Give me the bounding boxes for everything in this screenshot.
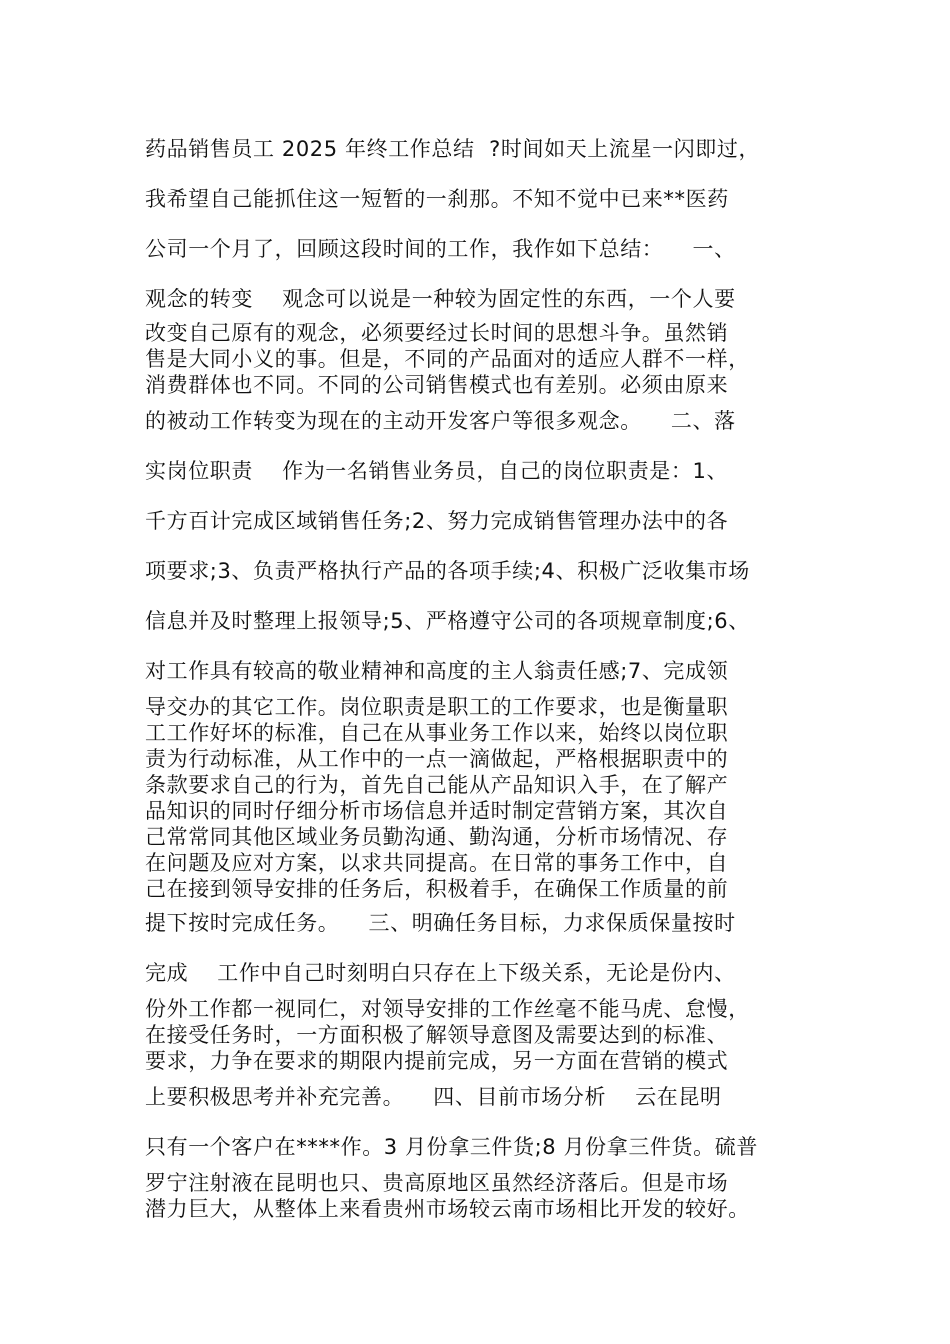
text-line: 消费群体也不同。不同的公司销售模式也有差别。必须由原来: [145, 373, 729, 397]
text-line: 潜力巨大，从整体上来看贵州市场较云南市场相比开发的较好。: [145, 1197, 750, 1221]
text-line: 只有一个客户在****作。3 月份拿三件货;8 月份拿三件货。硫普: [145, 1135, 758, 1159]
text-line: 己常常同其他区域业务员勤沟通、勤沟通，分析市场情况、存: [145, 825, 729, 849]
text-line: 观念的转变 观念可以说是一种较为固定性的东西，一个人要: [145, 287, 736, 311]
text-line: 在问题及应对方案，以求共同提高。在日常的事务工作中，自: [145, 851, 729, 875]
text-line: 条款要求自己的行为，首先自己能从产品知识入手，在了解产: [145, 773, 729, 797]
text-line: 信息并及时整理上报领导;5、严格遵守公司的各项规章制度;6、: [145, 609, 750, 633]
text-line: 的被动工作转变为现在的主动开发客户等很多观念。 二、落: [145, 409, 736, 433]
text-line: 完成 工作中自己时刻明白只存在上下级关系，无论是份内、: [145, 961, 736, 985]
text-line: 上要积极思考并补充完善。 四、目前市场分析 云在昆明: [145, 1085, 722, 1109]
text-line: 千方百计完成区域销售任务;2、努力完成销售管理办法中的各: [145, 509, 729, 533]
text-line: 药品销售员工 2025 年终工作总结 ?时间如天上流星一闪即过，: [145, 137, 761, 161]
text-line: 提下按时完成任务。 三、明确任务目标，力求保质保量按时: [145, 911, 736, 935]
text-line: 项要求;3、负责严格执行产品的各项手续;4、积极广泛收集市场: [145, 559, 750, 583]
text-line: 我希望自己能抓住这一短暂的一刹那。不知不觉中已来**医药: [145, 187, 729, 211]
text-line: 己在接到领导安排的任务后，积极着手，在确保工作质量的前: [145, 877, 729, 901]
text-line: 公司一个月了，回顾这段时间的工作，我作如下总结： 一、: [145, 237, 736, 261]
text-line: 改变自己原有的观念，必须要经过长时间的思想斗争。虽然销: [145, 321, 729, 345]
text-line: 要求，力争在要求的期限内提前完成，另一方面在营销的模式: [145, 1049, 729, 1073]
text-line: 售是大同小义的事。但是，不同的产品面对的适应人群不一样，: [145, 347, 750, 371]
text-line: 在接受任务时，一方面积极了解领导意图及需要达到的标准、: [145, 1023, 729, 1047]
text-line: 责为行动标准，从工作中的一点一滴做起，严格根据职责中的: [145, 747, 729, 771]
text-line: 份外工作都一视同仁，对领导安排的工作丝毫不能马虎、怠慢，: [145, 997, 750, 1021]
text-line: 工工作好坏的标准，自己在从事业务工作以来，始终以岗位职: [145, 721, 729, 745]
text-line: 罗宁注射液在昆明也只、贵高原地区虽然经济落后。但是市场: [145, 1171, 729, 1195]
text-line: 品知识的同时仔细分析市场信息并适时制定营销方案，其次自: [145, 799, 729, 823]
text-line: 对工作具有较高的敬业精神和高度的主人翁责任感;7、完成领: [145, 659, 729, 683]
text-line: 实岗位职责 作为一名销售业务员，自己的岗位职责是：1、: [145, 459, 729, 483]
text-line: 导交办的其它工作。岗位职责是职工的工作要求，也是衡量职: [145, 695, 729, 719]
